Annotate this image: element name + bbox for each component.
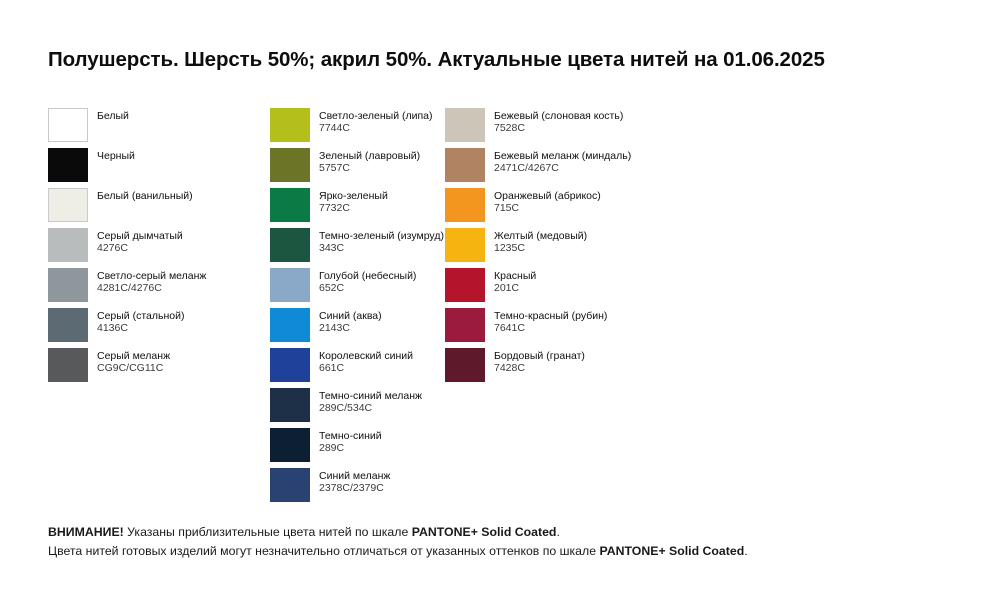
swatch-labels <box>310 308 382 335</box>
color-name: Темно-зеленый (изумруд) <box>319 230 444 242</box>
color-code: 661C <box>319 362 345 375</box>
swatch-row <box>445 148 645 188</box>
color-name: Желтый (медовый) <box>494 230 588 242</box>
color-code: 289C <box>319 442 345 455</box>
color-chip <box>48 148 88 182</box>
color-chip <box>445 348 485 382</box>
footer-line-1-end: . <box>556 525 560 539</box>
color-chip <box>270 148 310 182</box>
color-code: 1235C <box>494 242 525 255</box>
color-code: 201C <box>494 282 520 295</box>
color-chip <box>270 308 310 342</box>
color-chip <box>270 188 310 222</box>
color-chip <box>270 428 310 462</box>
swatch-row <box>48 228 270 268</box>
swatch-row <box>270 188 445 228</box>
swatch-columns <box>48 108 958 508</box>
color-chip <box>270 108 310 142</box>
footer-note <box>48 523 968 561</box>
color-chip <box>270 228 310 262</box>
color-name: Красный <box>494 270 537 282</box>
color-name: Серый (стальной) <box>97 310 185 322</box>
swatch-column-2 <box>270 108 445 508</box>
color-code: 4281C/4276C <box>97 282 162 295</box>
color-name: Белый <box>97 110 129 122</box>
color-name: Ярко-зеленый <box>319 190 388 202</box>
color-name: Темно-синий меланж <box>319 390 423 402</box>
color-name: Серый меланж <box>97 350 171 362</box>
footer-pantone-label-2: PANTONE+ Solid Coated <box>599 544 745 559</box>
swatch-labels <box>310 108 433 135</box>
swatch-labels <box>88 348 170 375</box>
swatch-column-3 <box>445 108 645 508</box>
color-chip <box>48 308 88 342</box>
swatch-row <box>48 348 270 388</box>
color-chip <box>445 108 485 142</box>
swatch-row <box>445 348 645 388</box>
color-chip <box>445 228 485 262</box>
color-code: 5757C <box>319 162 350 175</box>
swatch-labels <box>485 308 607 335</box>
color-code: 715C <box>494 202 520 215</box>
color-name: Бежевый меланж (миндаль) <box>494 150 632 162</box>
footer-attention-label: ВНИМАНИЕ! <box>48 525 124 539</box>
swatch-column-1 <box>48 108 270 508</box>
swatch-labels <box>485 188 601 215</box>
color-name: Серый дымчатый <box>97 230 183 242</box>
swatch-row <box>48 308 270 348</box>
color-name: Синий меланж <box>319 470 391 482</box>
color-chip <box>48 348 88 382</box>
color-code: 289C/534C <box>319 402 373 415</box>
color-code: 2378C/2379C <box>319 482 384 495</box>
swatch-labels <box>310 468 390 495</box>
color-code: 7428C <box>494 362 525 375</box>
color-name: Белый (ванильный) <box>97 190 193 202</box>
color-code: 343C <box>319 242 345 255</box>
color-chip <box>48 188 88 222</box>
color-name: Королевский синий <box>319 350 413 362</box>
color-chip <box>48 108 88 142</box>
color-chip <box>445 188 485 222</box>
color-name: Оранжевый (абрикос) <box>494 190 601 202</box>
footer-line-2-end: . <box>744 544 748 559</box>
color-code: 2471C/4267C <box>494 162 559 175</box>
swatch-labels <box>310 148 420 175</box>
swatch-row <box>270 468 445 508</box>
color-chip <box>445 148 485 182</box>
color-code: 652C <box>319 282 345 295</box>
swatch-row <box>445 308 645 348</box>
swatch-labels <box>88 188 193 202</box>
footer-line-2 <box>48 542 968 561</box>
color-chip <box>270 388 310 422</box>
swatch-labels <box>310 428 382 455</box>
footer-line-2-text: Цвета нитей готовых изделий могут незначительно отличаться от указанных оттенков по шкале <box>48 544 600 559</box>
color-name: Синий (аква) <box>319 310 382 322</box>
color-code: 4276C <box>97 242 128 255</box>
swatch-labels <box>88 228 183 255</box>
swatch-row <box>445 268 645 308</box>
color-code: CG9C/CG11C <box>97 362 164 375</box>
swatch-labels <box>310 388 422 415</box>
color-code: 7732C <box>319 202 350 215</box>
color-name: Голубой (небесный) <box>319 270 417 282</box>
swatch-labels <box>485 108 623 135</box>
footer-line-1-text: Указаны приблизительные цвета нитей по шкале <box>123 525 412 539</box>
swatch-row <box>270 268 445 308</box>
color-name: Темно-синий <box>319 430 382 442</box>
color-code: 4136C <box>97 322 128 335</box>
swatch-labels <box>88 268 206 295</box>
color-name: Черный <box>97 150 135 162</box>
page-title: Полушерсть. Шерсть 50%; акрил 50%. Актуальные цвета нитей на 01.06.2025 <box>48 48 825 71</box>
color-chip <box>270 268 310 302</box>
color-name: Темно-красный (рубин) <box>494 310 608 322</box>
swatch-labels <box>310 348 413 375</box>
color-chip <box>445 308 485 342</box>
swatch-row <box>48 268 270 308</box>
color-chip <box>270 468 310 502</box>
swatch-labels <box>310 188 388 215</box>
swatch-labels <box>310 268 416 295</box>
swatch-row <box>270 148 445 188</box>
color-name: Зеленый (лавровый) <box>319 150 421 162</box>
color-chip <box>270 348 310 382</box>
color-name: Светло-зеленый (липа) <box>319 110 433 122</box>
color-name: Бежевый (слоновая кость) <box>494 110 624 122</box>
swatch-labels <box>88 108 129 122</box>
swatch-row <box>270 108 445 148</box>
swatch-row <box>270 228 445 268</box>
swatch-row <box>48 148 270 188</box>
footer-pantone-label-1: PANTONE+ Solid Coated <box>411 525 557 539</box>
swatch-row <box>445 188 645 228</box>
swatch-labels <box>485 228 587 255</box>
swatch-row <box>270 428 445 468</box>
color-chip <box>48 228 88 262</box>
color-name: Бордовый (гранат) <box>494 350 585 362</box>
color-chip <box>48 268 88 302</box>
color-name: Светло-серый меланж <box>97 270 207 282</box>
swatch-labels <box>88 308 184 335</box>
swatch-row <box>445 228 645 268</box>
color-code: 7641C <box>494 322 525 335</box>
color-code: 7744C <box>319 122 350 135</box>
swatch-row <box>48 108 270 148</box>
color-code: 7528C <box>494 122 525 135</box>
swatch-labels <box>485 268 536 295</box>
swatch-row <box>270 388 445 428</box>
swatch-row <box>445 108 645 148</box>
swatch-row <box>48 188 270 228</box>
swatch-labels <box>485 348 585 375</box>
color-chip <box>445 268 485 302</box>
swatch-labels <box>310 228 444 255</box>
swatch-row <box>270 348 445 388</box>
swatch-row <box>270 308 445 348</box>
footer-line-1 <box>48 523 968 542</box>
swatch-labels <box>88 148 135 162</box>
swatch-labels <box>485 148 631 175</box>
color-code: 2143C <box>319 322 350 335</box>
